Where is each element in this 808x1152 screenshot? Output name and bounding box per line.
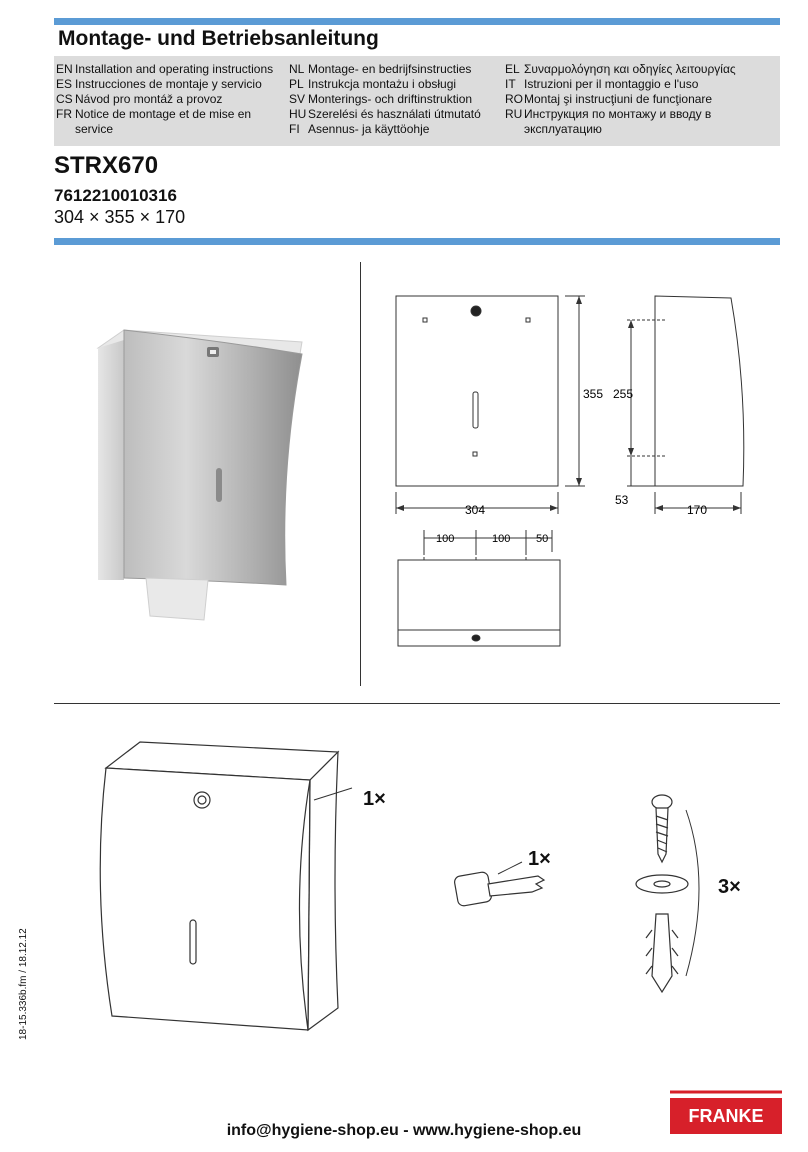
product-model: STRX670 <box>54 152 159 179</box>
product-ean: 7612210010316 <box>54 186 177 205</box>
horizontal-divider <box>54 703 780 704</box>
brand-name: FRANKE <box>688 1106 764 1126</box>
document-reference: 18-15.336b.fm / 18.12.12 <box>18 928 29 1040</box>
language-code: RO <box>505 92 523 106</box>
key-quantity: 1× <box>528 848 551 870</box>
top-accent-bar <box>54 18 780 25</box>
language-column-2 <box>289 62 503 137</box>
language-item <box>56 62 286 77</box>
dim-spacing-2: 100 <box>492 533 511 545</box>
dim-height: 355 <box>583 387 604 401</box>
language-label: Montaj şi instrucţiuni de funcţionare <box>524 92 713 106</box>
dispenser-outline-drawing <box>70 730 390 1040</box>
technical-drawing-top <box>380 522 600 662</box>
franke-logo <box>668 1088 784 1138</box>
dim-bottom-offset: 53 <box>615 493 629 507</box>
page-title: Montage- und Betriebsanleitung <box>58 27 379 50</box>
section-accent-bar <box>54 238 780 245</box>
language-item <box>289 62 503 77</box>
language-label: Installation and operating instructions <box>75 62 274 76</box>
dispenser-quantity: 1× <box>363 788 386 810</box>
dim-spacing-3: 50 <box>536 533 549 545</box>
language-item <box>289 92 503 107</box>
dim-inner-height: 255 <box>613 387 634 401</box>
product-photo <box>54 280 354 680</box>
fixings-quantity: 3× <box>718 876 741 898</box>
language-item <box>56 92 286 107</box>
language-label: Istruzioni per il montaggio e l'uso <box>524 77 699 91</box>
language-code: EN <box>56 62 73 76</box>
language-code: SV <box>289 92 306 106</box>
fixings-drawing <box>620 780 770 1000</box>
language-label: Monterings- och driftinstruktion <box>308 92 473 106</box>
language-item <box>505 92 777 107</box>
language-code: FI <box>289 122 300 136</box>
language-label: Asennus- ja käyttöohje <box>308 122 430 136</box>
language-code: NL <box>289 62 305 76</box>
language-code: RU <box>505 107 523 121</box>
language-column-1 <box>56 62 286 137</box>
language-code: CS <box>56 92 73 106</box>
language-item <box>289 77 503 92</box>
language-label: Instrucciones de montaje y servicio <box>75 77 262 91</box>
language-label: Συναρμολόγηση και οδηγίες λειτουργίας <box>524 62 736 76</box>
language-label: Instrukcja montażu i obsługi <box>308 77 457 91</box>
language-item <box>505 77 777 92</box>
dim-spacing-1: 100 <box>436 533 455 545</box>
language-label: Szerelési és használati útmutató <box>308 107 481 121</box>
dim-depth: 170 <box>687 503 708 517</box>
technical-drawing-front-side <box>365 270 785 530</box>
language-code: FR <box>56 107 72 121</box>
footer-contact[interactable]: info@hygiene-shop.eu - www.hygiene-shop.eu <box>226 1122 582 1139</box>
language-code: IT <box>505 77 516 91</box>
dim-width: 304 <box>465 503 486 517</box>
language-item <box>505 107 777 137</box>
language-label: Montage- en bedrijfsinstructies <box>308 62 472 76</box>
language-label: Инструкция по монтажу и вводу в эксплуатацию <box>524 107 712 136</box>
language-code: EL <box>505 62 520 76</box>
language-label: Notice de montage et de mise en service <box>75 107 252 136</box>
language-code: ES <box>56 77 73 91</box>
language-item <box>289 122 503 137</box>
language-item <box>289 107 503 122</box>
vertical-divider <box>360 262 361 686</box>
language-code: HU <box>289 107 307 121</box>
language-column-3 <box>505 62 777 137</box>
language-code: PL <box>289 77 304 91</box>
language-item <box>56 77 286 92</box>
product-dimensions: 304 × 355 × 170 <box>54 207 186 227</box>
language-item <box>56 107 286 137</box>
language-label: Návod pro montáž a provoz <box>75 92 223 106</box>
language-item <box>505 62 777 77</box>
